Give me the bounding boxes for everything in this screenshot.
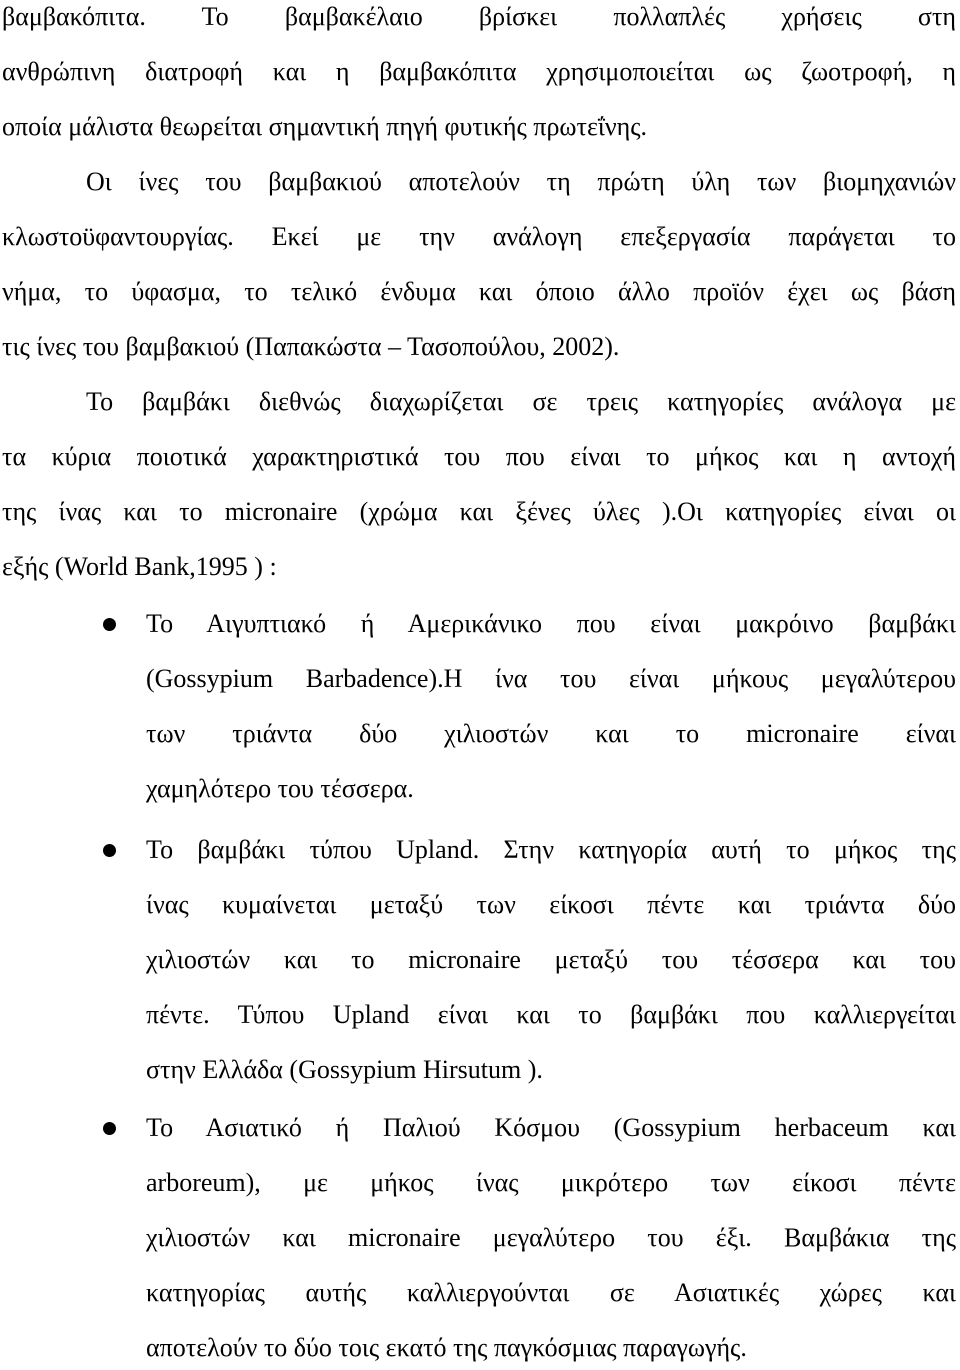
- paragraph-3-line-1: Το βαμβάκι διεθνώς διαχωρίζεται σε τρεις κατηγορίες ανάλογα με: [86, 387, 956, 416]
- bullet-icon: [103, 618, 116, 631]
- list-item-3-line-2: arboreum), με μήκος ίνας μικρότερο των είκοσι πέντε: [146, 1168, 956, 1197]
- paragraph-2-line-3: νήμα, το ύφασμα, το τελικό ένδυμα και όποιο άλλο προϊόν έχει ως βάση: [2, 277, 956, 306]
- bullet-icon: [103, 844, 116, 857]
- list-item-1-line-4: χαμηλότερο του τέσσερα.: [146, 774, 414, 803]
- list-item-1-line-1: Το Αιγυπτιακό ή Αμερικάνικο που είναι μακρόινο βαμβάκι: [146, 609, 956, 638]
- list-item-2-line-2: ίνας κυμαίνεται μεταξύ των είκοσι πέντε και τριάντα δύο: [146, 890, 956, 919]
- list-item-3-line-5: αποτελούν το δύο τοις εκατό της παγκόσμιας παραγωγής.: [146, 1333, 747, 1362]
- list-item-2-line-1: Το βαμβάκι τύπου Upland. Στην κατηγορία αυτή το μήκος της: [146, 835, 956, 864]
- paragraph-2-line-2: κλωστοϋφαντουργίας. Εκεί με την ανάλογη επεξεργασία παράγεται το: [2, 222, 956, 251]
- list-item-2-line-3: χιλιοστών και το micronaire μεταξύ του τέσσερα και του: [146, 945, 956, 974]
- list-item-3-line-3: χιλιοστών και micronaire μεγαλύτερο του έξι. Βαμβάκια της: [146, 1223, 956, 1252]
- paragraph-1-line-1: βαμβακόπιτα. Το βαμβακέλαιο βρίσκει πολλαπλές χρήσεις στη: [2, 2, 956, 31]
- list-item-1-line-3: των τριάντα δύο χιλιοστών και το micronaire είναι: [146, 719, 956, 748]
- list-item-3-line-4: κατηγορίας αυτής καλλιεργούνται σε Ασιατικές χώρες και: [146, 1278, 956, 1307]
- paragraph-2-line-4: τις ίνες του βαμβακιού (Παπακώστα – Τασοπούλου, 2002).: [2, 332, 620, 361]
- bullet-icon: [103, 1122, 116, 1135]
- paragraph-3-line-3: της ίνας και το micronaire (χρώμα και ξένες ύλες ).Οι κατηγορίες είναι οι: [2, 497, 956, 526]
- paragraph-3-line-2: τα κύρια ποιοτικά χαρακτηριστικά του που είναι το μήκος και η αντοχή: [2, 442, 956, 471]
- paragraph-1-line-2: ανθρώπινη διατροφή και η βαμβακόπιτα χρησιμοποιείται ως ζωοτροφή, η: [2, 57, 956, 86]
- list-item-2-line-5: στην Ελλάδα (Gossypium Hirsutum ).: [146, 1055, 543, 1084]
- list-item-2-line-4: πέντε. Τύπου Upland είναι και το βαμβάκι που καλλιεργείται: [146, 1000, 956, 1029]
- paragraph-1-line-3: οποία μάλιστα θεωρείται σημαντική πηγή φυτικής πρωτεΐνης.: [2, 112, 648, 141]
- paragraph-3-line-4: εξής (World Bank,1995 ) :: [2, 552, 277, 581]
- list-item-3-line-1: Το Ασιατικό ή Παλιού Κόσμου (Gossypium herbaceum και: [146, 1113, 956, 1142]
- list-item-1-line-2: (Gossypium Barbadence).Η ίνα του είναι μήκους μεγαλύτερου: [146, 664, 956, 693]
- paragraph-2-line-1: Οι ίνες του βαμβακιού αποτελούν τη πρώτη ύλη των βιομηχανιών: [86, 167, 956, 196]
